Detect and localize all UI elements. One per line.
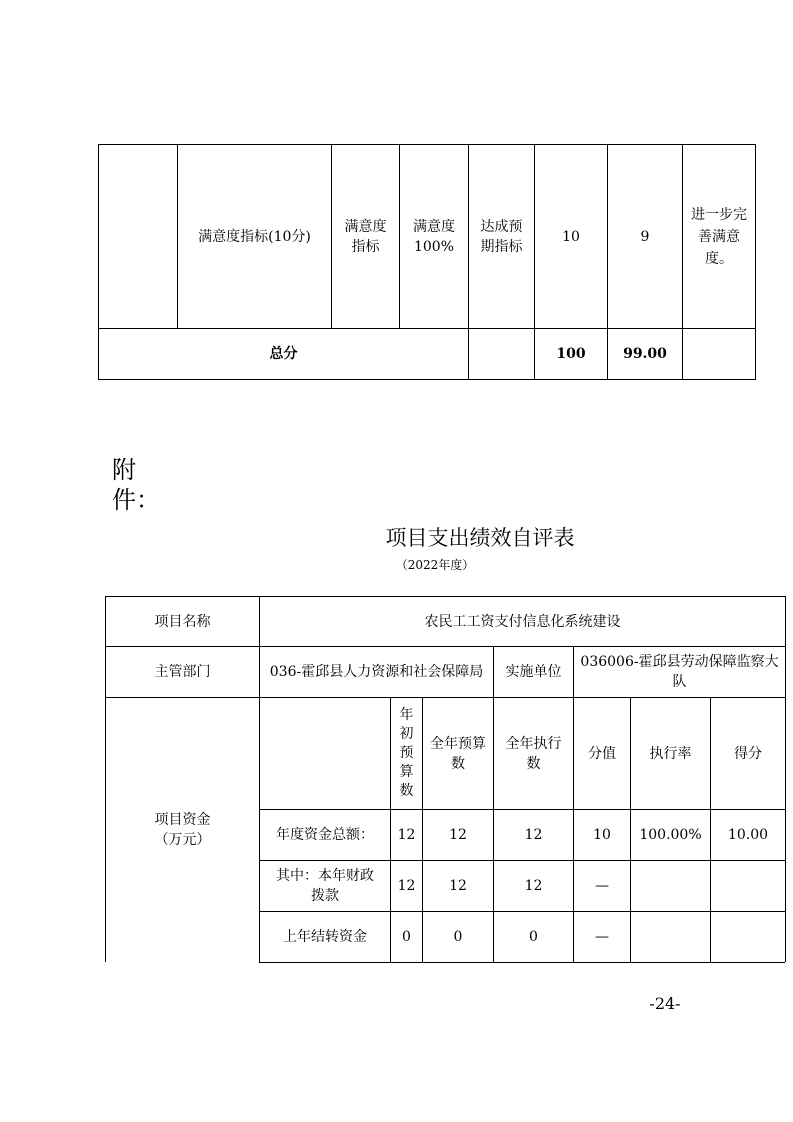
funds-row-score-value: —	[595, 929, 609, 945]
funds-row-label: 年度资金总额：	[276, 827, 374, 843]
execution-rate-header: 执行率	[649, 745, 692, 762]
implementer: 036006-霍邱县劳动保障监察大队	[580, 654, 779, 690]
funds-row-score-value: 10	[593, 827, 611, 843]
score: 9	[640, 228, 650, 245]
total-empty	[469, 329, 534, 379]
funds-row-annual: 0	[453, 929, 463, 945]
funds-row-initial: 12	[397, 827, 416, 843]
funds-row-initial: 0	[402, 929, 411, 945]
actual-value: 达成预期指标	[480, 218, 523, 255]
total-score-value: 100	[556, 346, 586, 362]
form-year: （2022年度）	[395, 558, 475, 572]
page-number: -24-	[649, 994, 681, 1013]
funds-row-annual: 12	[449, 878, 467, 894]
score-value: 10	[562, 228, 580, 245]
attachment-label: 附件：	[112, 456, 160, 514]
funds-label: 项目资金（万元）	[154, 812, 211, 848]
funds-row-annual: 12	[449, 827, 467, 843]
total-label: 总分	[269, 346, 298, 362]
project-name-label: 项目名称	[154, 613, 211, 630]
initial-budget-header: 年初预算数	[399, 707, 414, 799]
annual-execution-header: 全年执行数	[505, 735, 562, 772]
reason: 进一步完善满意度。	[691, 206, 747, 267]
funds-row-label: 其中：本年财政拨款	[276, 868, 374, 904]
score-value-header: 分值	[588, 745, 616, 762]
funds-row-initial: 12	[397, 878, 416, 894]
department: 036-霍邱县人力资源和社会保障局	[269, 664, 484, 680]
implementer-label: 实施单位	[505, 664, 562, 680]
funds-row-score	[711, 861, 785, 911]
funds-row-executed: 12	[524, 878, 543, 894]
total-reason	[683, 329, 755, 379]
funds-row-rate	[631, 912, 710, 962]
indicator-category: 满意度指标(10分)	[198, 228, 311, 245]
funds-row-score	[711, 912, 785, 962]
funds-row-rate	[631, 861, 710, 911]
department-label: 主管部门	[154, 664, 211, 680]
funds-row-rate: 100.00%	[639, 827, 702, 843]
sub-indicator: 满意度指标	[344, 218, 387, 255]
score-header: 得分	[734, 745, 762, 762]
funds-row-score-value: —	[595, 878, 609, 894]
annual-budget-header: 全年预算数	[430, 735, 486, 772]
form-title: 项目支出绩效自评表	[385, 526, 575, 550]
funds-row-label: 上年结转资金	[283, 929, 367, 945]
funds-row-score: 10.00	[727, 827, 769, 843]
total-score: 99.00	[623, 346, 667, 362]
target-value: 满意度100%	[413, 218, 455, 255]
funds-row-executed: 0	[529, 929, 538, 945]
project-name: 农民工工资支付信息化系统建设	[424, 613, 621, 630]
funds-row-executed: 12	[524, 827, 543, 843]
